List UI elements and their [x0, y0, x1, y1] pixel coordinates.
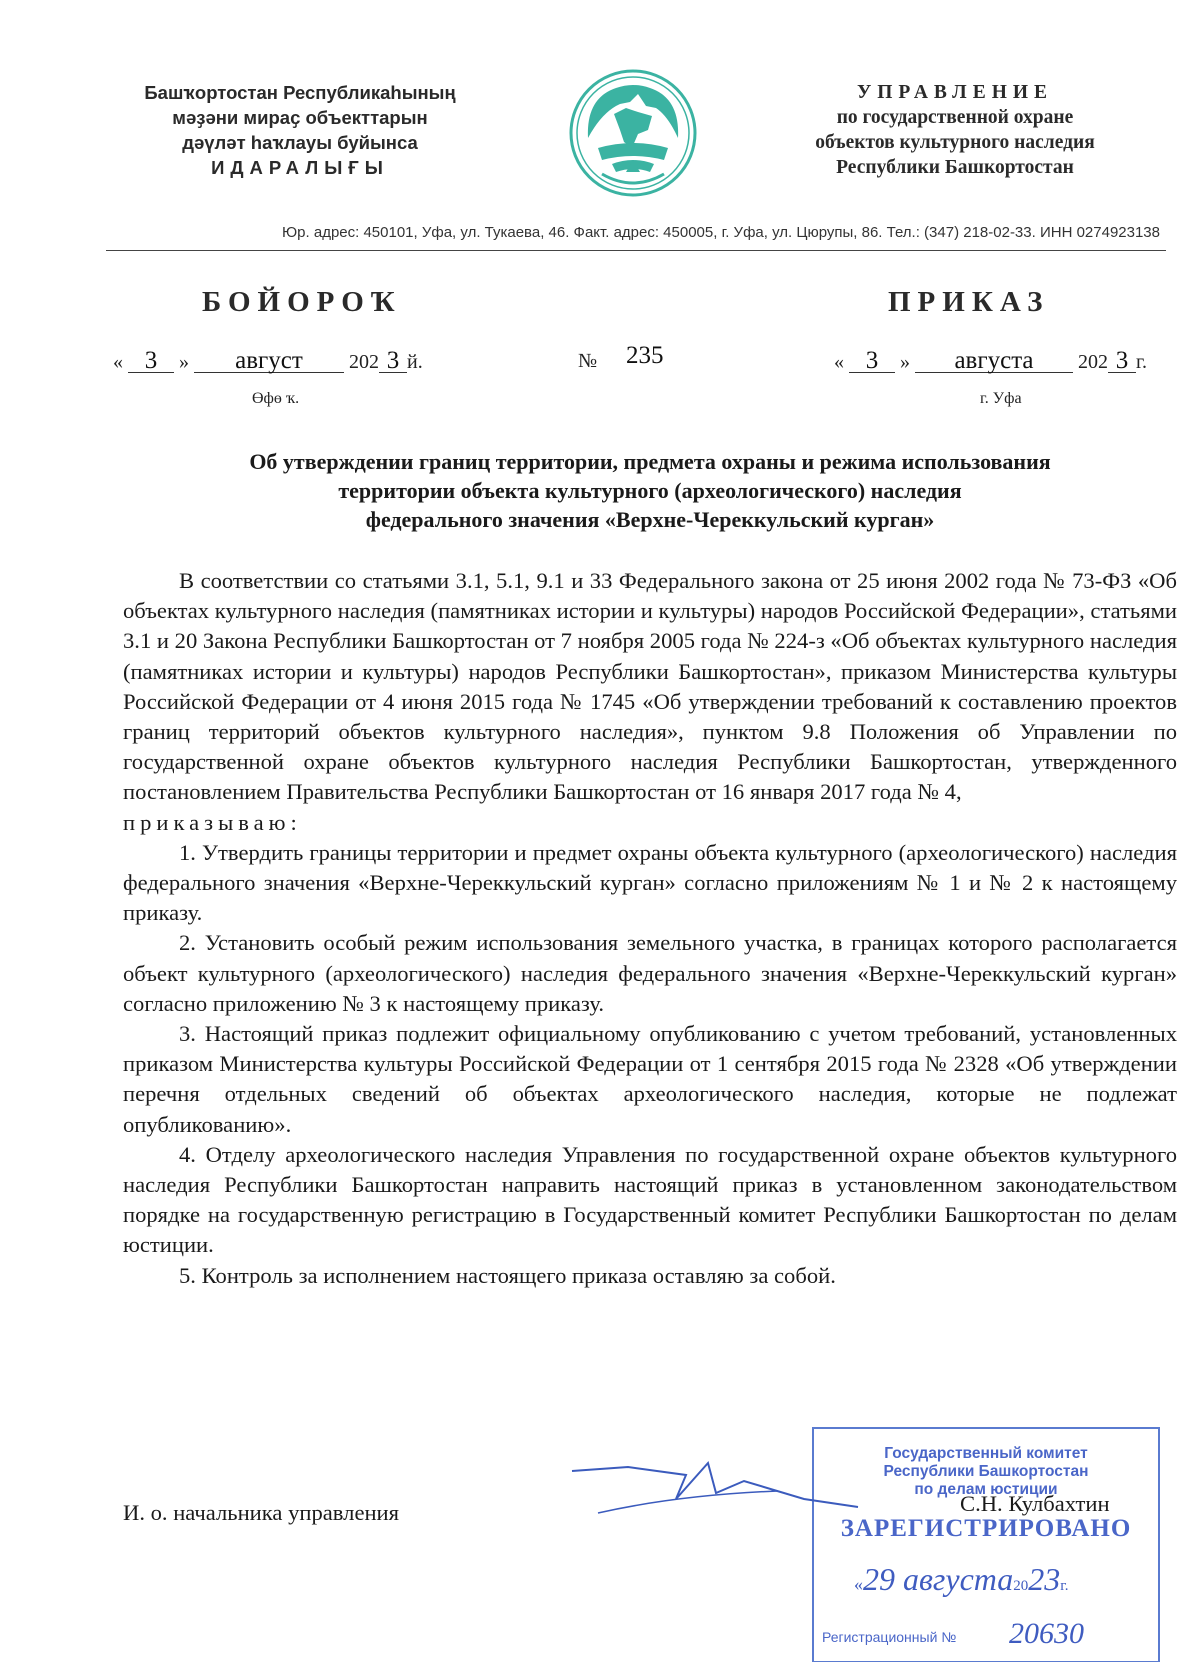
stamp-line-2: Республики Башкортостан: [883, 1463, 1089, 1480]
signatory-name: С.Н. Кулбахтин: [960, 1491, 1110, 1516]
org-name-russian-line-2: по государственной охране: [836, 107, 1074, 128]
order-item-2: 2. Установить особый режим использования земельного участка, в границах которого располагается объект культурного (археологического) наследия федерального значения «Верхне-Череккульский курган» согласно приложению № 3 к настоящему приказу.: [123, 930, 1177, 1016]
date-bashkir-open: «: [113, 351, 123, 373]
address-line: Юр. адрес: 450101, Уфа, ул. Тукаева, 46. Факт. адрес: 450005, г. Уфа, ул. Цюрупы, 86. Тел.: (347) 218-02-33. ИНН 0274923138: [282, 224, 1160, 241]
date-russian-open: «: [834, 351, 844, 373]
document-body: [123, 566, 1177, 1291]
stamp-reg-label: Регистрационный №: [822, 1629, 957, 1645]
title-line-3: федерального значения «Верхне-Череккульский курган»: [365, 507, 935, 532]
stamp-date-year: 23: [1028, 1561, 1061, 1597]
org-name-bashkir-line-1: Башҡортостан Республикаһының: [144, 82, 456, 103]
org-name-bashkir-line-2: мәҙәни мираҫ объекттарын: [172, 107, 428, 128]
stamp-line-3: по делам юстиции: [914, 1481, 1058, 1498]
doc-kind-russian: ПРИКАЗ: [888, 286, 1050, 318]
document-title: [120, 447, 1180, 534]
org-name-russian-line-1: УПРАВЛЕНИЕ: [856, 82, 1054, 103]
org-name-bashkir-line-4: ИДАРАЛЫҒЫ: [211, 157, 389, 178]
org-name-russian: [760, 80, 1150, 180]
date-bashkir-year-digit: 3: [379, 350, 407, 373]
stamp-date-day: 29: [863, 1561, 895, 1597]
stamp-date-year-prefix: 20: [1013, 1578, 1029, 1594]
date-bashkir-year-prefix: 202: [349, 351, 379, 373]
handwritten-signature: [568, 1455, 868, 1525]
stamp-reg-number: 20630: [1009, 1617, 1084, 1650]
stamp-date-open: «: [854, 1574, 863, 1594]
org-name-russian-line-3: объектов культурного наследия: [815, 132, 1095, 153]
title-line-1: Об утверждении границ территории, предмета охраны и режима использования: [249, 449, 1051, 474]
org-name-bashkir-line-3: дәүләт һаҡлауы буйынса: [182, 132, 418, 153]
date-russian-month: августа: [915, 350, 1073, 373]
date-russian: [834, 347, 1147, 374]
org-name-russian-line-4: Республики Башкортостан: [836, 157, 1074, 178]
date-bashkir-suffix: й.: [407, 351, 423, 373]
org-name-bashkir: [110, 80, 490, 180]
city-russian: г. Уфа: [980, 390, 1022, 407]
date-bashkir-close: »: [179, 351, 189, 373]
doc-number-sign: №: [578, 350, 598, 372]
doc-number: 235: [626, 342, 664, 369]
signatory-position: И. о. начальника управления: [123, 1500, 400, 1525]
doc-kind-bashkir: БОЙОРОҠ: [202, 286, 402, 318]
date-bashkir-day: 3: [128, 350, 174, 373]
republic-emblem-icon: [568, 68, 698, 198]
stamp-date-month: августа: [903, 1561, 1014, 1597]
date-russian-close: »: [900, 351, 910, 373]
stamp-date: [854, 1561, 1069, 1598]
date-russian-year-digit: 3: [1108, 350, 1136, 373]
date-russian-year-prefix: 202: [1078, 351, 1108, 373]
header-divider: [106, 250, 1166, 251]
order-item-3: 3. Настоящий приказ подлежит официальному опубликованию с учетом требований, установленных приказом Министерства культуры Российской Федерации от 1 сентября 2015 года № 2328 «Об утверждении перечня отдельных сведений об объектах археологического наследия, которые не подлежат опубликованию».: [123, 1021, 1177, 1137]
date-russian-suffix: г.: [1136, 351, 1147, 373]
title-line-2: территории объекта культурного (археологического) наследия: [338, 478, 962, 503]
order-item-4: 4. Отделу археологического наследия Управления по государственной охране объектов культурного наследия Республики Башкортостан направить настоящий приказ в установленном законодательством порядке на государственную регистрацию в Государственный комитет Республики Башкортостан по делам юстиции.: [123, 1141, 1177, 1258]
date-russian-day: 3: [849, 350, 895, 373]
stamp-date-suffix: г.: [1060, 1578, 1069, 1594]
city-bashkir: Өфө ҡ.: [252, 390, 300, 407]
stamp-line-1: Государственный комитет: [884, 1445, 1088, 1462]
stamp-registered: ЗАРЕГИСТРИРОВАНО: [840, 1515, 1132, 1542]
order-item-5: 5. Контроль за исполнением настоящего приказа оставляю за собой.: [179, 1262, 836, 1288]
preamble-paragraph: В соответствии со статьями 3.1, 5.1, 9.1 и 33 Федерального закона от 25 июня 2002 года № 73-ФЗ «Об объектах культурного наследия (памятниках истории и культуры) народов Российской Федерации», статьями 3.1 и 20 Закона Республики Башкортостан от 7 ноября 2005 года № 224-з «Об объектах культурного наследия (памятниках истории и культуры) народов Республики Башкортостан», приказом Министерства культуры Российской Федерации от 4 июня 2015 года № 1745 «Об утверждении требований к составлению проектов границ территорий объектов культурного наследия», пунктом 9.8 Положения об Управлении по государственной охране объектов культурного наследия Республики Башкортостан, утвержденного постановлением Правительства Республики Башкортостан от 16 января 2017 года № 4,: [123, 568, 1177, 805]
date-bashkir-month: август: [194, 350, 344, 373]
order-item-1: 1. Утвердить границы территории и предмет охраны объекта культурного (археологического) наследия федерального значения «Верхне-Череккульский курган» согласно приложениям № 1 и № 2 к настоящему приказу.: [123, 839, 1177, 926]
order-word: приказываю:: [123, 809, 302, 835]
date-bashkir: [113, 347, 423, 374]
